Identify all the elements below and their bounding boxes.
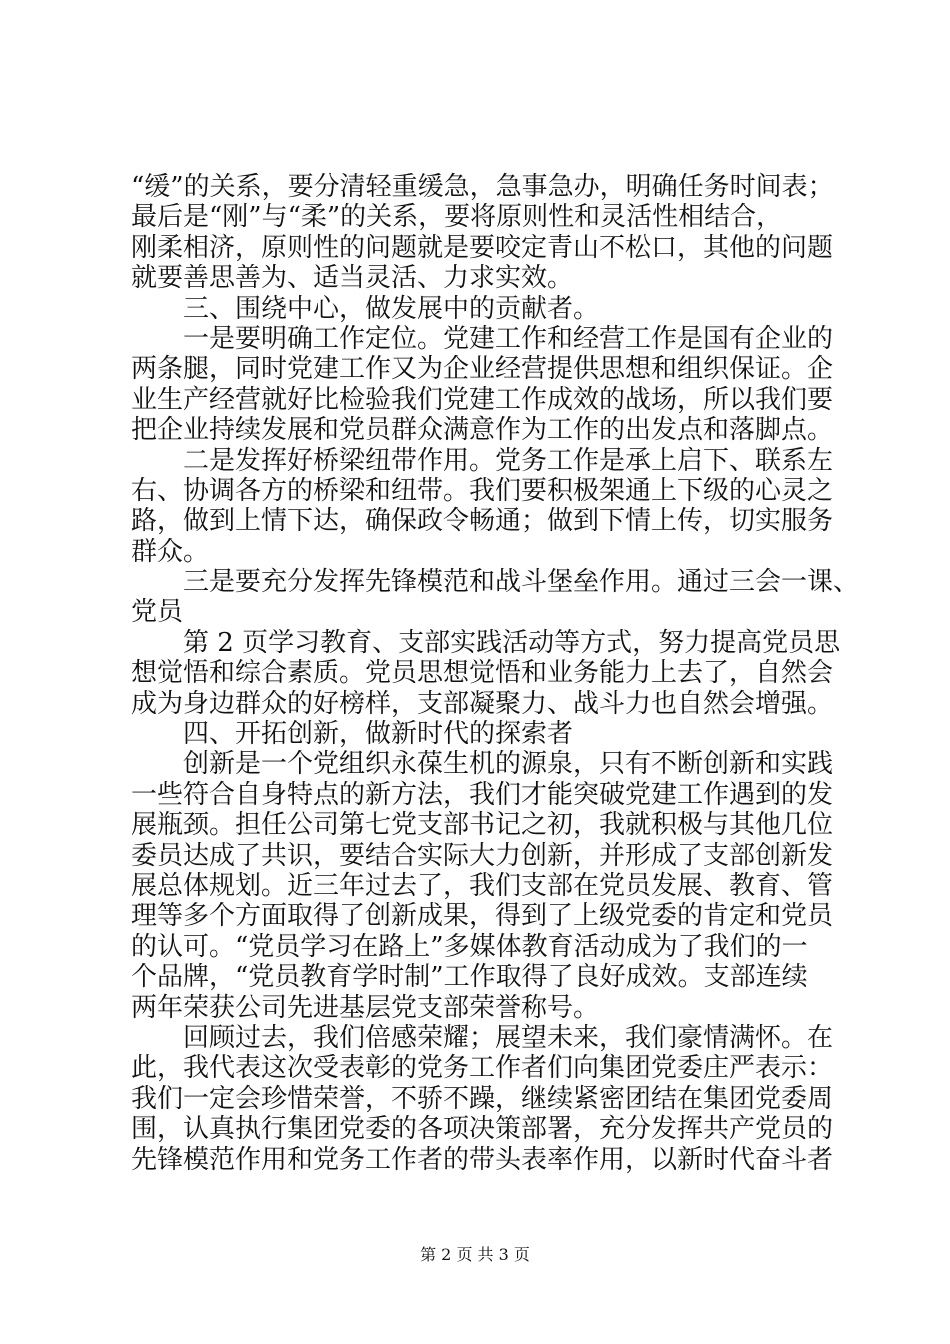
text-line: 把企业持续发展和党员群众满意作为工作的出发点和落脚点。 [131,415,834,446]
text-line: 刚柔相济，原则性的问题就是要咬定青山不松口，其他的问题 [131,232,834,263]
text-line: 成为身边群众的好榜样，支部凝聚力、战斗力也自然会增强。 [131,688,834,719]
text-line: 一些符合自身特点的新方法，我们才能突破党建工作遇到的发 [131,779,834,810]
text-line: 业生产经营就好比检验我们党建工作成效的战场，所以我们要 [131,384,834,415]
text-line: 就要善思善为、适当灵活、力求实效。 [131,263,574,294]
text-line: 三、围绕中心，做发展中的贡献者。 [183,293,600,324]
text-line: 二是发挥好桥梁纽带作用。党务工作是承上启下、联系左 [183,445,834,476]
text-line: 两年荣获公司先进基层党支部荣誉称号。 [131,992,600,1023]
text-line: 个品牌，“党员教育学时制”工作取得了良好成效。支部连续 [131,962,808,993]
text-line: 一是要明确工作定位。党建工作和经营工作是国有企业的 [183,323,834,354]
text-line: 回顾过去，我们倍感荣耀；展望未来，我们豪情满怀。在 [183,1022,834,1053]
text-line: 群众。 [131,536,210,567]
text-line: 创新是一个党组织永葆生机的源泉，只有不断创新和实践 [183,749,834,780]
text-line: 两条腿，同时党建工作又为企业经营提供思想和组织保证。企 [131,354,834,385]
text-line: 路，做到上情下达，确保政令畅通；做到下情上传，切实服务 [131,506,834,537]
text-line: 围，认真执行集团党委的各项决策部署，充分发挥共产党员的 [131,1114,834,1145]
text-line: 理等多个方面取得了创新成果，得到了上级党委的肯定和党员 [131,901,834,932]
text-line: 展总体规划。近三年过去了，我们支部在党员发展、教育、管 [131,870,834,901]
text-line: 右、协调各方的桥梁和纽带。我们要积极架通上下级的心灵之 [131,475,834,506]
text-line: 最后是“刚”与“柔”的关系，要将原则性和灵活性相结合， [131,202,783,233]
text-line: 此，我代表这次受表彰的党务工作者们向集团党委庄严表示： [131,1053,834,1084]
text-line: 三是要充分发挥先锋模范和战斗堡垒作用。通过三会一课、 [183,567,860,598]
text-line: 我们一定会珍惜荣誉，不骄不躁，继续紧密团结在集团党委周 [131,1083,834,1114]
text-line: 四、开拓创新，做新时代的探索者 [183,719,574,750]
text-line: 党员 [131,597,184,628]
text-line: 想觉悟和综合素质。党员思想觉悟和业务能力上去了，自然会 [131,658,834,689]
text-line: 先锋模范作用和党务工作者的带头表率作用，以新时代奋斗者 [131,1144,834,1175]
text-line: 第 2 页学习教育、支部实践活动等方式，努力提高党员思 [183,627,841,658]
text-line: “缓”的关系，要分清轻重缓急，急事急办，明确任务时间表； [131,172,834,202]
document-body [131,172,860,1175]
text-line: 展瓶颈。担任公司第七党支部书记之初，我就积极与其他几位 [131,810,834,841]
text-line: 的认可。“党员学习在路上”多媒体教育活动成为了我们的一 [131,931,808,962]
page-footer: 第 2 页 共 3 页 [420,1245,530,1264]
text-line: 委员达成了共识，要结合实际大力创新，并形成了支部创新发 [131,840,834,871]
